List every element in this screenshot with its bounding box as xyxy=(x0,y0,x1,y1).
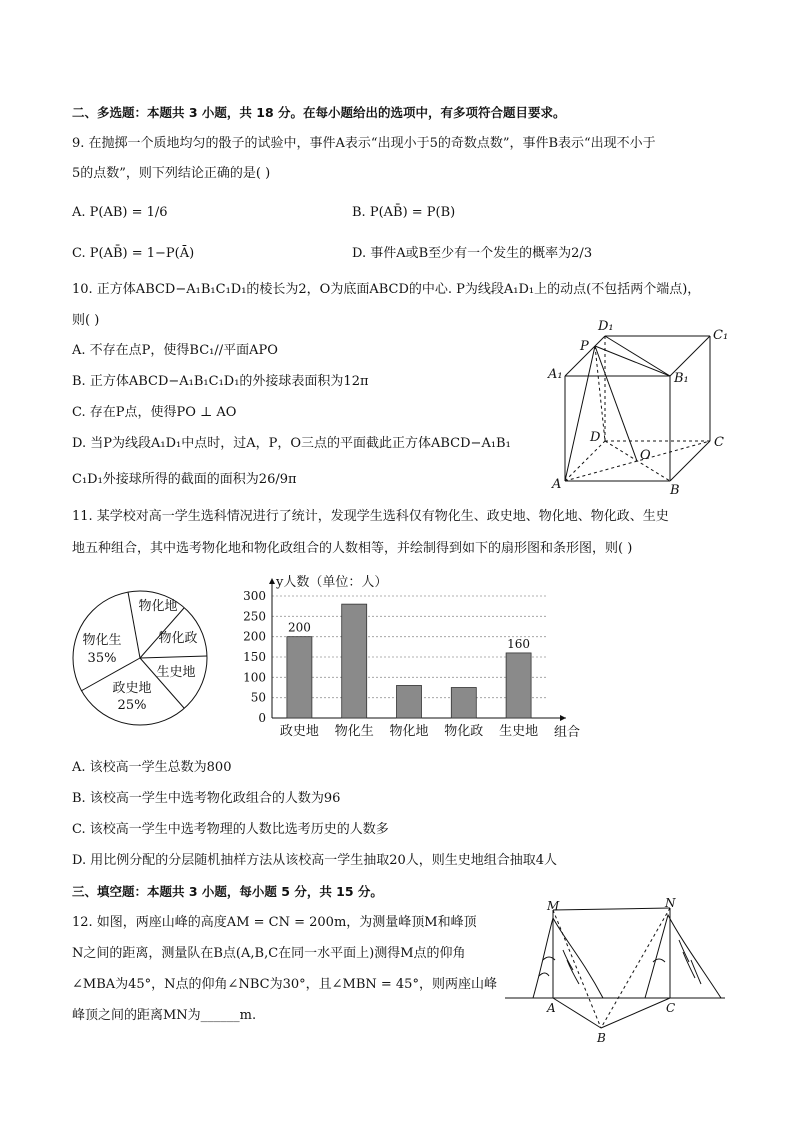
bar-物化政 xyxy=(451,688,476,719)
q9-stem-line2: 5的点数”，则下列结论正确的是( ) xyxy=(72,166,271,181)
bar-chart xyxy=(236,572,586,742)
x-tick-label-生史地: 生史地 xyxy=(499,724,539,739)
pie-label-wuhuadi: 物化地 xyxy=(138,599,178,614)
bar-物化生 xyxy=(342,604,367,718)
line-p-b1 xyxy=(595,346,670,376)
cube-figure xyxy=(540,316,730,496)
chart-xlabel: 组合 xyxy=(554,725,581,740)
y-tick-label-300: 300 xyxy=(243,589,266,603)
q10-option-b: B. 正方体ABCD−A₁B₁C₁D₁的外接球表面积为12π xyxy=(72,374,369,389)
y-tick-label-250: 250 xyxy=(243,609,266,624)
label-b: B xyxy=(597,1031,606,1045)
pie-pct-wuhuasheng: 35% xyxy=(87,651,117,666)
label-b: B xyxy=(670,483,680,498)
right-mountain-hatch xyxy=(653,940,701,984)
pie-label-wuhuazheng: 物化政 xyxy=(158,631,198,646)
y-axis-arrow xyxy=(269,578,275,584)
left-mountain-hatch xyxy=(539,950,579,984)
label-c1: C₁ xyxy=(713,328,729,343)
label-n: N xyxy=(665,896,676,910)
right-mountain xyxy=(645,915,721,998)
q11-option-b: B. 该校高一学生中选考物化政组合的人数为96 xyxy=(72,791,341,806)
bar-生史地 xyxy=(506,653,531,718)
label-c: C xyxy=(666,1001,676,1015)
section-3-title: 三、填空题： xyxy=(72,884,148,899)
section-2-heading xyxy=(72,104,566,122)
q12-stem-line3: ∠MBA为45°，N点的仰角∠NBC为30°，且∠MBN = 45°，则两座山峰 xyxy=(72,977,497,992)
q12-stem-line2: N之间的距离，测量队在B点(A,B,C在同一水平面上)测得M点的仰角 xyxy=(72,946,466,961)
q12-stem-line4: 峰顶之间的距离MN为______m. xyxy=(72,1008,257,1023)
q10-stem-line1: 10. 正方体ABCD−A₁B₁C₁D₁的棱长为2，O为底面ABCD的中心. P为线段A₁D₁上的动点(不包括两个端点)， xyxy=(72,282,701,297)
y-tick-label-200: 200 xyxy=(243,629,266,644)
line-d1-b1 xyxy=(605,336,670,376)
label-m: M xyxy=(547,899,560,913)
x-tick-label-政史地: 政史地 xyxy=(279,724,319,739)
label-d: D xyxy=(590,430,601,445)
data-label-生史地: 160 xyxy=(507,636,531,651)
section-2-title: 二、多选题： xyxy=(72,105,148,120)
q11-stem-line2: 地五种组合，其中选考物化地和物化政组合的人数相等，并绘制得到如下的扇形图和条形图，则( ) xyxy=(72,541,633,556)
pie-label-shengshidi: 生史地 xyxy=(156,665,196,680)
pie-pct-zhengshidi: 25% xyxy=(117,698,147,713)
x-axis-arrow xyxy=(560,715,566,721)
bar-政史地 xyxy=(287,637,312,718)
y-tick-label-100: 100 xyxy=(243,670,266,685)
edge-b-c xyxy=(670,441,710,481)
line-d-b xyxy=(605,441,670,481)
line-p-o xyxy=(595,346,637,461)
line-n-b xyxy=(601,908,670,1028)
chart-ylabel: y人数（单位：人） xyxy=(276,575,388,590)
q11-option-c: C. 该校高一学生中选考物理的人数比选考历史的人数多 xyxy=(72,822,389,837)
bar-物化地 xyxy=(397,685,422,718)
x-tick-label-物化生: 物化生 xyxy=(334,724,374,739)
pie-chart xyxy=(70,588,210,728)
data-label-政史地: 200 xyxy=(287,620,311,635)
q9-option-a: A. P(AB) = 1/6 xyxy=(72,205,168,220)
pie-label-zhengshidi: 政史地 xyxy=(112,681,152,696)
q12-stem-line1: 12. 如图，两座山峰的高度AM = CN = 200m，为测量峰顶M和峰顶 xyxy=(72,915,477,930)
label-d1: D₁ xyxy=(598,319,614,334)
q11-stem-line1: 11. 某学校对高一学生选科情况进行了统计，发现学生选科仅有物化生、政史地、物化地、物化政、生史 xyxy=(72,509,669,524)
q10-stem-line2: 则( ) xyxy=(72,313,100,328)
line-m-b xyxy=(553,910,601,1028)
x-tick-label-物化地: 物化地 xyxy=(389,724,429,739)
q9-option-d: D. 事件A或B至少有一个发生的概率为2/3 xyxy=(352,246,593,261)
y-tick-label-150: 150 xyxy=(243,650,266,664)
line-b-c xyxy=(601,998,670,1028)
line-a-b xyxy=(553,998,601,1028)
label-a: A xyxy=(547,1001,556,1015)
section-3-heading xyxy=(72,883,383,901)
q11-option-a: A. 该校高一学生总数为800 xyxy=(72,760,232,775)
mountain-figure xyxy=(503,896,733,1045)
q9-option-c: C. P(AB̄) = 1−P(Ā) xyxy=(72,246,195,261)
label-p: P xyxy=(580,339,589,354)
left-mountain xyxy=(533,918,603,998)
q9-option-b: B. P(AB̄) = P(B) xyxy=(352,205,456,220)
q11-option-d: D. 用比例分配的分层随机抽样方法从该校高一学生抽取20人，则生史地组合抽取4人 xyxy=(72,853,558,868)
section-3-desc: 本题共 3 小题，每小题 5 分，共 15 分。 xyxy=(147,884,383,899)
line-m-n xyxy=(553,908,670,910)
section-2-desc: 本题共 3 小题，共 18 分。在每小题给出的选项中，有多项符合题目要求。 xyxy=(147,105,566,120)
y-tick-label-50: 50 xyxy=(250,690,266,705)
pie-label-wuhuasheng: 物化生 xyxy=(82,633,122,648)
q10-option-d-line2: C₁D₁外接球所得的截面的面积为26/9π xyxy=(72,472,297,487)
label-c: C xyxy=(714,435,724,450)
label-o: O xyxy=(640,448,651,463)
q9-stem-line1: 9. 在抛掷一个质地均匀的骰子的试验中，事件A表示“出现小于5的奇数点数”，事件B表示“出现不小于 xyxy=(72,136,656,151)
label-a: A xyxy=(552,477,562,492)
q10-option-c: C. 存在P点，使得PO ⊥ AO xyxy=(72,405,237,420)
label-a1: A₁ xyxy=(548,367,563,382)
edge-b1-c1 xyxy=(670,336,710,376)
y-tick-label-0: 0 xyxy=(258,711,266,725)
q10-option-a: A. 不存在点P，使得BC₁//平面APO xyxy=(72,343,278,358)
x-tick-label-物化政: 物化政 xyxy=(444,724,484,739)
line-p-a xyxy=(565,346,595,481)
q10-option-d-line1: D. 当P为线段A₁D₁中点时，过A，P，O三点的平面截此正方体ABCD−A₁B₁ xyxy=(72,436,511,451)
label-b1: B₁ xyxy=(674,371,689,386)
